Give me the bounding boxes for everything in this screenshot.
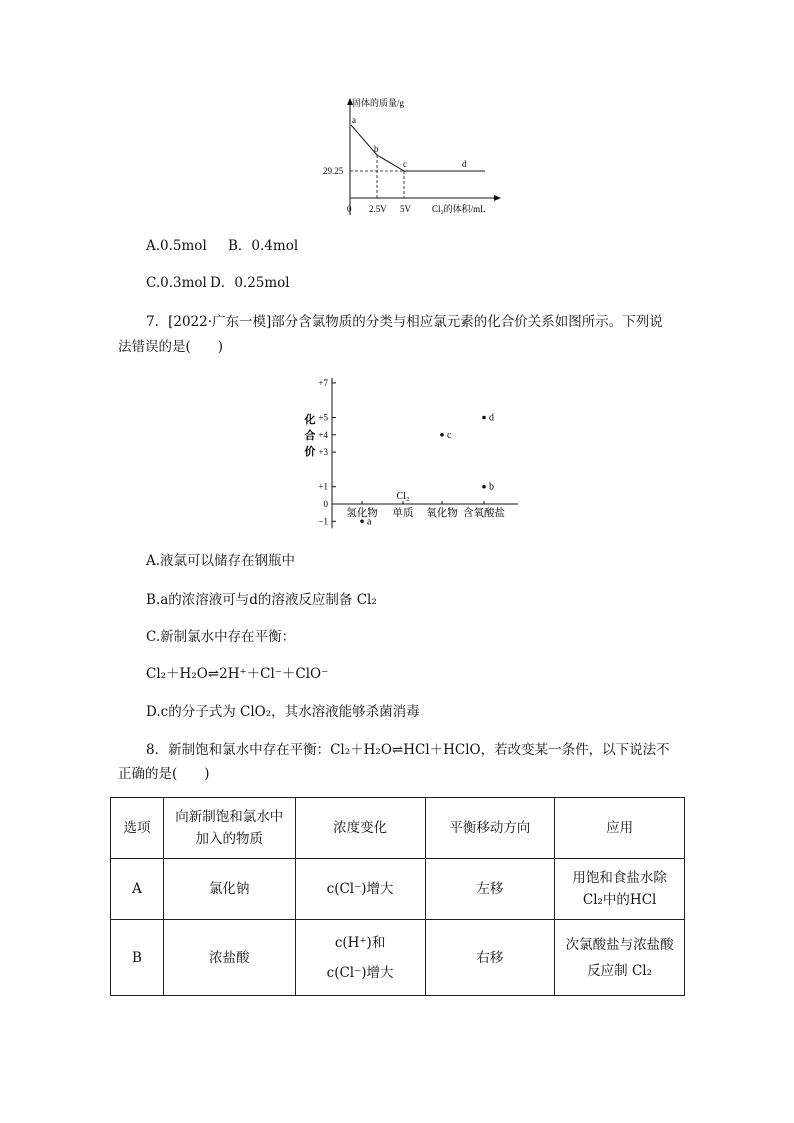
q6-option-c[interactable]: C.0.3mol (146, 275, 207, 291)
x-category-label: 含氧酸盐 (463, 508, 505, 519)
table-row (111, 920, 685, 996)
header-cell: 应用 (555, 798, 685, 859)
concentration-cell: c(Cl⁻)增大 (295, 859, 425, 920)
q7-option-b[interactable]: B.a的浓溶液可与d的溶液反应制备 Cl₂ (146, 592, 377, 608)
q7-stem-line1: 7．[2022·广东一模]部分含氯物质的分类与相应氯元素的化合价关系如图所示。下列说 (146, 314, 663, 330)
x-axis-label: Cl₂的体积/mL (432, 204, 486, 214)
q7-option-c-equation: Cl₂＋H₂O⇌2H⁺＋Cl⁻＋ClO⁻ (146, 666, 329, 682)
header-cell: 浓度变化 (295, 798, 425, 859)
q6-option-a[interactable]: A.0.5mol (146, 238, 207, 254)
substance-cell: 氯化钠 (163, 859, 295, 920)
y-tick-label: 0 (323, 499, 328, 509)
header-cell: 平衡移动方向 (425, 798, 555, 859)
y-axis-label: 合 (304, 430, 316, 442)
q7-option-d[interactable]: D.c的分子式为 ClO₂，其水溶液能够杀菌消毒 (146, 704, 420, 720)
q7-option-c[interactable]: C.新制氯水中存在平衡： (146, 629, 296, 645)
x-category-label: 单质 (392, 508, 414, 519)
y-tick-label: +7 (318, 377, 328, 388)
q8-stem-line1: 8．新制饱和氯水中存在平衡：Cl₂＋H₂O⇌HCl＋HClO，若改变某一条件，以下说法不 (146, 742, 670, 758)
point-label: a (367, 516, 372, 528)
y-tick-label: +4 (318, 429, 328, 440)
direction-cell: 右移 (425, 920, 555, 996)
y-tick-label: +5 (318, 412, 328, 423)
point-label: d (489, 412, 494, 424)
data-point (360, 520, 364, 524)
application-cell: 次氯酸盐与浓盐酸反应制 Cl₂ (555, 920, 685, 996)
q8-table (110, 797, 685, 996)
table-row (111, 859, 685, 920)
y-tick-label: +3 (318, 447, 328, 458)
q8-stem-line2: 正确的是( ) (118, 766, 210, 782)
y-axis-label: 价 (304, 446, 316, 458)
header-cell: 向新制饱和氯水中加入的物质 (163, 798, 295, 859)
x-category-label: 氧化物 (426, 508, 458, 519)
concentration-cell: c(H⁺)和c(Cl⁻)增大 (295, 920, 425, 996)
y-tick-label: +1 (318, 481, 328, 492)
valence-chart (300, 372, 540, 532)
q6-option-b[interactable]: B．0.4mol (228, 238, 299, 254)
substance-cell: 浓盐酸 (163, 920, 295, 996)
point-label: b (374, 144, 379, 154)
table-header-row (111, 798, 685, 859)
application-cell: 用饱和食盐水除Cl₂中的HCl (555, 859, 685, 920)
direction-cell: 左移 (425, 859, 555, 920)
data-point (440, 433, 444, 437)
point-label: b (489, 481, 494, 493)
data-point (482, 416, 486, 420)
option-cell: A (111, 859, 164, 920)
q7-stem-line2: 法错误的是( ) (118, 339, 224, 355)
y-tick-label: 29.25 (323, 166, 344, 176)
x-tick-label: 0 (347, 204, 352, 214)
point-label: c (403, 159, 407, 169)
point-label: d (462, 159, 467, 169)
option-cell: B (111, 920, 164, 996)
y-axis-label: 固体的质量/g (352, 98, 405, 108)
x-tick-label: 2.5V (369, 204, 387, 214)
q7-option-a[interactable]: A.液氯可以储存在钢瓶中 (146, 553, 296, 569)
point-label: c (447, 429, 452, 441)
data-point (482, 485, 486, 489)
x-category-label: 氢化物 (346, 508, 378, 519)
y-axis-label: 化 (304, 414, 316, 426)
point-label: a (352, 115, 356, 125)
point-label: Cl₂ (396, 491, 410, 502)
x-tick-label: 5V (400, 204, 411, 214)
x-axis-arrow (494, 195, 501, 201)
y-tick-label: −1 (318, 516, 328, 527)
mass-volume-chart (300, 95, 520, 225)
header-cell: 选项 (111, 798, 164, 859)
q6-option-d[interactable]: D．0.25mol (210, 275, 290, 291)
